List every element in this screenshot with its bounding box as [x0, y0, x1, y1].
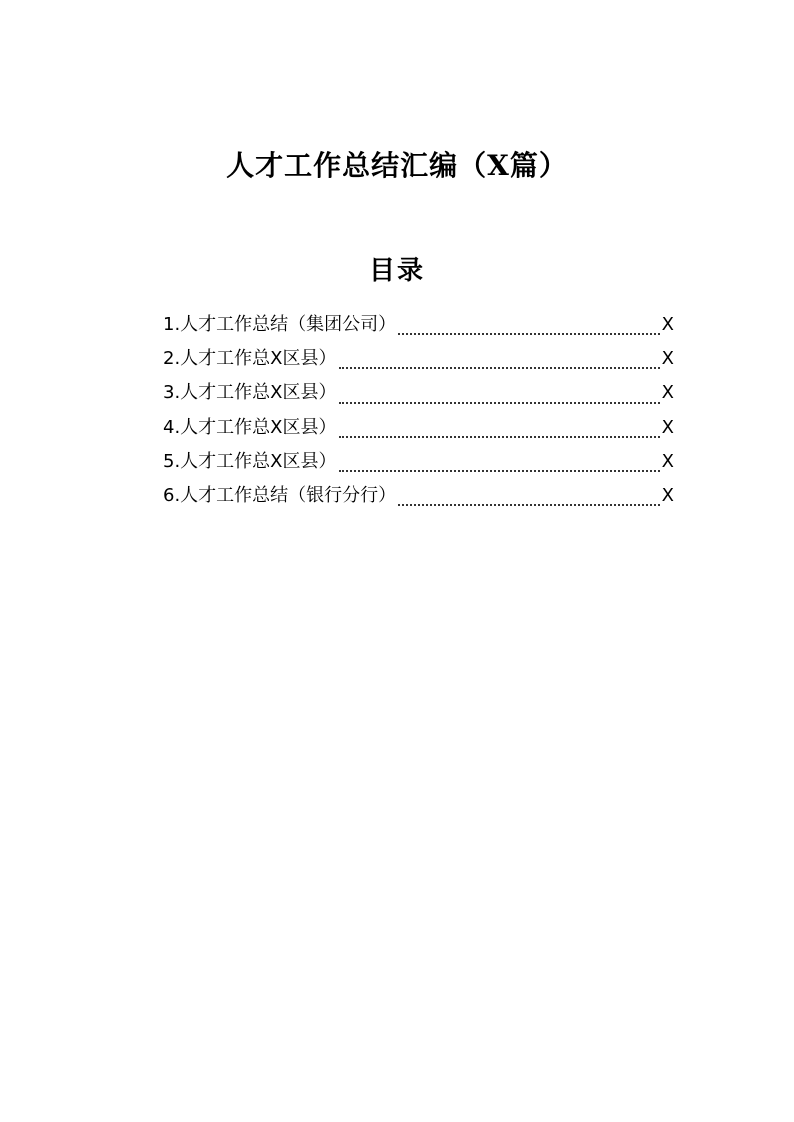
- toc-entry[interactable]: [163, 376, 674, 410]
- toc-dot-leader: [398, 503, 659, 506]
- toc-entry[interactable]: [163, 479, 674, 513]
- toc-entry-page: X: [661, 416, 674, 438]
- toc-entry-label: 6.人才工作总结（银行分行）: [163, 484, 397, 506]
- toc-entry-page: X: [661, 348, 674, 370]
- toc-entry[interactable]: [163, 342, 674, 376]
- toc-entry-page: X: [661, 484, 674, 506]
- table-of-contents: [163, 308, 674, 513]
- toc-entry-label: 5.人才工作总X区县）: [163, 450, 337, 472]
- toc-entry-label: 1.人才工作总结（集团公司）: [163, 314, 397, 335]
- toc-dot-leader: [339, 401, 660, 404]
- toc-entry-label: 4.人才工作总X区县）: [163, 416, 337, 438]
- toc-dot-leader: [339, 435, 660, 438]
- toc-entry[interactable]: [163, 411, 674, 445]
- toc-entry-page: X: [661, 450, 674, 472]
- toc-entry-page: X: [661, 382, 674, 404]
- toc-dot-leader: [339, 366, 660, 369]
- toc-heading: 目录: [368, 256, 425, 286]
- toc-entry-label: 2.人才工作总X区县）: [163, 348, 337, 370]
- toc-entry[interactable]: [163, 308, 674, 342]
- toc-dot-leader: [339, 469, 660, 472]
- toc-entry-page: X: [661, 314, 674, 335]
- toc-dot-leader: [398, 332, 659, 335]
- document-title: 人才工作总结汇编（X篇）: [226, 149, 568, 182]
- toc-entry[interactable]: [163, 445, 674, 479]
- toc-entry-label: 3.人才工作总X区县）: [163, 382, 337, 404]
